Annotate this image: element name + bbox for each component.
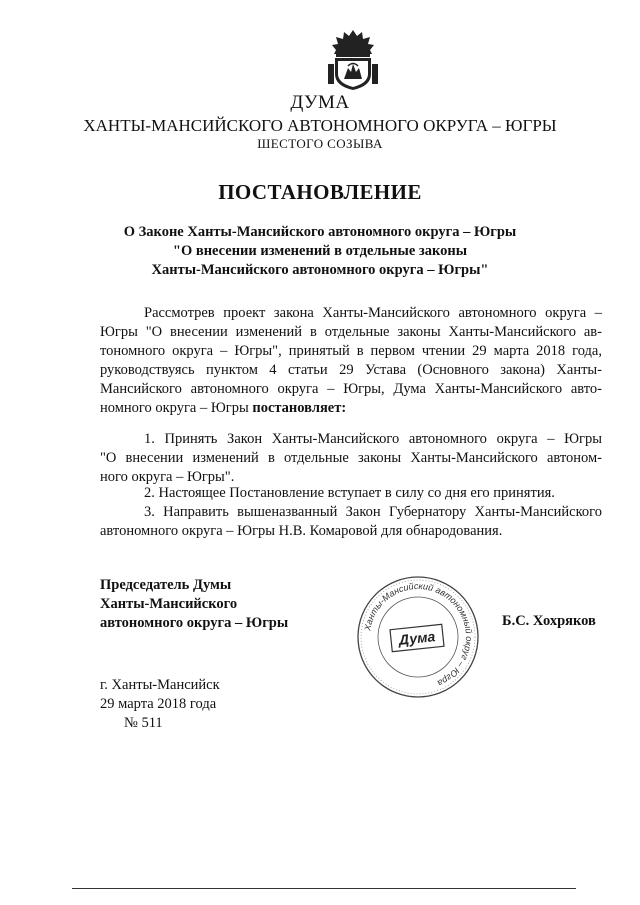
- subject-line: "О внесении изменений в отдельные законы: [172, 243, 468, 259]
- item-2-line: 2. Настоящее Постановление вступает в силу со дня его принятия.: [144, 485, 555, 501]
- item-1-line: "О внесении изменений в отдельные законы Ханты-Мансийского автоном-: [100, 450, 602, 466]
- header-duma: ДУМА: [290, 92, 350, 113]
- item-2-paragraph: [100, 484, 602, 503]
- date: 29 марта 2018 года: [100, 696, 217, 712]
- document-number: № 511: [124, 715, 163, 731]
- item-3-line: 3. Направить вышеназванный Закон Губернатору Ханты-Мансийского: [144, 504, 602, 520]
- preamble-line: Рассмотрев проект закона Ханты-Мансийского автономного округа –: [144, 305, 602, 321]
- stamp-center-text: Дума: [398, 628, 436, 648]
- signer-position-line: автономного округа – Югры: [100, 615, 289, 631]
- item-1-line: 1. Принять Закон Ханты-Мансийского автономного округа – Югры: [144, 431, 602, 447]
- header-okrug: ХАНТЫ-МАНСИЙСКОГО АВТОНОМНОГО ОКРУГА – ЮГРЫ: [83, 116, 557, 135]
- document-subject: [0, 223, 640, 280]
- place: г. Ханты-Мансийск: [100, 677, 220, 693]
- item-3-line: автономного округа – Югры Н.В. Комаровой для обнародования.: [100, 523, 503, 539]
- signer-position: [100, 576, 288, 633]
- place-date-block: [100, 676, 220, 733]
- document-title: ПОСТАНОВЛЕНИЕ: [218, 180, 422, 204]
- subject-line: Ханты-Мансийского автономного округа – Югры": [151, 262, 489, 278]
- preamble-line: тономного округа – Югры", принятый в первом чтении 29 марта 2018 года,: [100, 343, 602, 359]
- preamble-line: руководствуясь пунктом 4 статьи 29 Устава (Основного закона) Ханты-: [100, 362, 602, 378]
- official-seal-stamp: [353, 572, 483, 702]
- item-3-paragraph: [100, 503, 602, 541]
- preamble-line: Мансийского автономного округа – Югры, Дума Ханты-Мансийского авто-: [100, 381, 602, 397]
- stamp-ring-text: Ханты-Мансийский автономный округ – Югра: [362, 580, 475, 689]
- preamble-line: Югры "О внесении изменений в отдельные законы Ханты-Мансийского ав-: [100, 324, 602, 340]
- footer-divider: [72, 888, 576, 889]
- header-convocation: ШЕСТОГО СОЗЫВА: [257, 136, 383, 151]
- preamble-verb: постановляет:: [252, 400, 347, 416]
- item-1-line: ного округа – Югры".: [100, 469, 235, 485]
- item-1-paragraph: [100, 430, 602, 487]
- signer-name: Б.С. Хохряков: [502, 613, 596, 629]
- signer-position-line: Председатель Думы: [100, 577, 232, 593]
- signer-position-line: Ханты-Мансийского: [100, 596, 238, 612]
- preamble-paragraph: [100, 304, 602, 418]
- coat-of-arms-emblem: [326, 28, 380, 92]
- preamble-line: номного округа – Югры: [100, 400, 249, 416]
- preamble-last-line: [100, 399, 602, 418]
- subject-line: О Законе Ханты-Мансийского автономного округа – Югры: [123, 224, 517, 240]
